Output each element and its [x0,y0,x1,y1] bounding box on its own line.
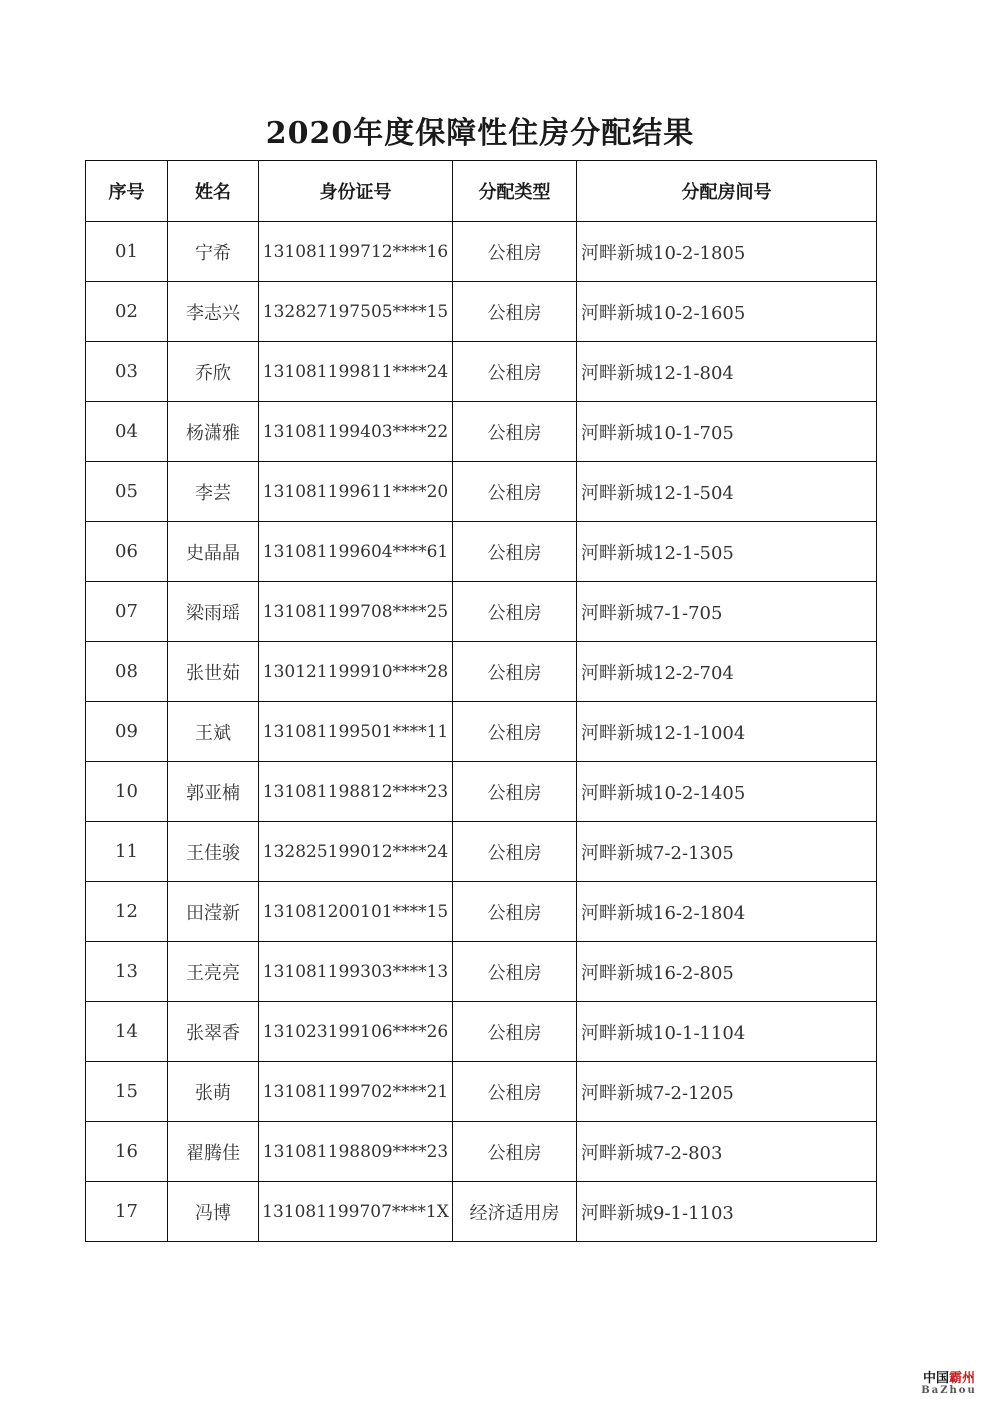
cell-index: 12 [86,882,168,942]
cell-id-number: 132827197505****15 [259,282,453,342]
cell-name: 王佳骏 [168,822,259,882]
cell-index: 07 [86,582,168,642]
cell-index: 06 [86,522,168,582]
cell-name: 杨潇雅 [168,402,259,462]
table-row [86,1122,877,1182]
cell-name: 李芸 [168,462,259,522]
cell-room: 河畔新城12-1-804 [577,342,877,402]
cell-name: 王斌 [168,702,259,762]
cell-room: 河畔新城7-2-1205 [577,1062,877,1122]
table-row [86,342,877,402]
cell-room: 河畔新城10-2-1805 [577,222,877,282]
table-header-row [86,161,877,222]
table-row [86,642,877,702]
cell-name: 冯博 [168,1182,259,1242]
header-room: 分配房间号 [577,161,877,222]
cell-room: 河畔新城12-1-1004 [577,702,877,762]
allocation-table [85,160,877,1242]
cell-index: 02 [86,282,168,342]
cell-type: 公租房 [453,222,577,282]
cell-room: 河畔新城10-1-1104 [577,1002,877,1062]
cell-id-number: 131081200101****15 [259,882,453,942]
document-title: 2020年度保障性住房分配结果 [265,116,695,151]
cell-index: 13 [86,942,168,1002]
cell-index: 03 [86,342,168,402]
header-name: 姓名 [168,161,259,222]
cell-type: 公租房 [453,522,577,582]
cell-index: 08 [86,642,168,702]
cell-type: 公租房 [453,582,577,642]
cell-index: 09 [86,702,168,762]
cell-type: 公租房 [453,1002,577,1062]
cell-name: 乔欣 [168,342,259,402]
cell-room: 河畔新城9-1-1103 [577,1182,877,1242]
cell-type: 公租房 [453,642,577,702]
cell-index: 10 [86,762,168,822]
cell-room: 河畔新城7-1-705 [577,582,877,642]
cell-room: 河畔新城16-2-1804 [577,882,877,942]
cell-type: 公租房 [453,762,577,822]
table-row [86,582,877,642]
cell-type: 公租房 [453,462,577,522]
cell-room: 河畔新城10-1-705 [577,402,877,462]
cell-room: 河畔新城10-2-1605 [577,282,877,342]
cell-room: 河畔新城12-1-505 [577,522,877,582]
cell-room: 河畔新城12-2-704 [577,642,877,702]
cell-name: 翟腾佳 [168,1122,259,1182]
cell-room: 河畔新城16-2-805 [577,942,877,1002]
header-id-number: 身份证号 [259,161,453,222]
cell-name: 张翠香 [168,1002,259,1062]
cell-type: 公租房 [453,282,577,342]
cell-room: 河畔新城7-2-1305 [577,822,877,882]
cell-type: 公租房 [453,702,577,762]
cell-id-number: 131081199611****20 [259,462,453,522]
table-row [86,462,877,522]
header-type: 分配类型 [453,161,577,222]
cell-id-number: 132825199012****24 [259,822,453,882]
cell-type: 经济适用房 [453,1182,577,1242]
cell-id-number: 131081199811****24 [259,342,453,402]
cell-name: 田滢新 [168,882,259,942]
cell-name: 张萌 [168,1062,259,1122]
cell-type: 公租房 [453,882,577,942]
table-row [86,702,877,762]
cell-index: 15 [86,1062,168,1122]
table-row [86,822,877,882]
cell-index: 14 [86,1002,168,1062]
cell-index: 16 [86,1122,168,1182]
site-watermark-logo [914,1372,984,1396]
header-index: 序号 [86,161,168,222]
watermark-latin: BaZhou [921,1384,977,1396]
cell-id-number: 131081199501****11 [259,702,453,762]
cell-type: 公租房 [453,1122,577,1182]
table-row [86,1182,877,1242]
cell-type: 公租房 [453,342,577,402]
cell-id-number: 130121199910****28 [259,642,453,702]
cell-index: 04 [86,402,168,462]
cell-id-number: 131081199712****16 [259,222,453,282]
table-row [86,942,877,1002]
table-row [86,222,877,282]
cell-id-number: 131081198809****23 [259,1122,453,1182]
table-row [86,282,877,342]
watermark-text-b: 霸州 [949,1370,976,1386]
cell-id-number: 131081199303****13 [259,942,453,1002]
table-row [86,402,877,462]
cell-id-number: 131023199106****26 [259,1002,453,1062]
cell-name: 郭亚楠 [168,762,259,822]
cell-id-number: 131081199702****21 [259,1062,453,1122]
cell-type: 公租房 [453,822,577,882]
table-row [86,762,877,822]
table-row [86,1002,877,1062]
cell-id-number: 131081198812****23 [259,762,453,822]
cell-id-number: 131081199708****25 [259,582,453,642]
table-row [86,522,877,582]
cell-type: 公租房 [453,942,577,1002]
table-body [86,222,877,1242]
cell-room: 河畔新城10-2-1405 [577,762,877,822]
cell-index: 17 [86,1182,168,1242]
cell-id-number: 131081199403****22 [259,402,453,462]
cell-name: 宁希 [168,222,259,282]
cell-name: 张世茹 [168,642,259,702]
cell-index: 05 [86,462,168,522]
cell-index: 11 [86,822,168,882]
cell-name: 梁雨瑶 [168,582,259,642]
cell-name: 王亮亮 [168,942,259,1002]
cell-type: 公租房 [453,1062,577,1122]
cell-type: 公租房 [453,402,577,462]
cell-id-number: 131081199707****1X [259,1182,453,1242]
cell-index: 01 [86,222,168,282]
cell-name: 史晶晶 [168,522,259,582]
cell-room: 河畔新城7-2-803 [577,1122,877,1182]
cell-id-number: 131081199604****61 [259,522,453,582]
table-row [86,1062,877,1122]
cell-room: 河畔新城12-1-504 [577,462,877,522]
cell-name: 李志兴 [168,282,259,342]
table-row [86,882,877,942]
watermark-text-a: 中国 [922,1370,949,1386]
